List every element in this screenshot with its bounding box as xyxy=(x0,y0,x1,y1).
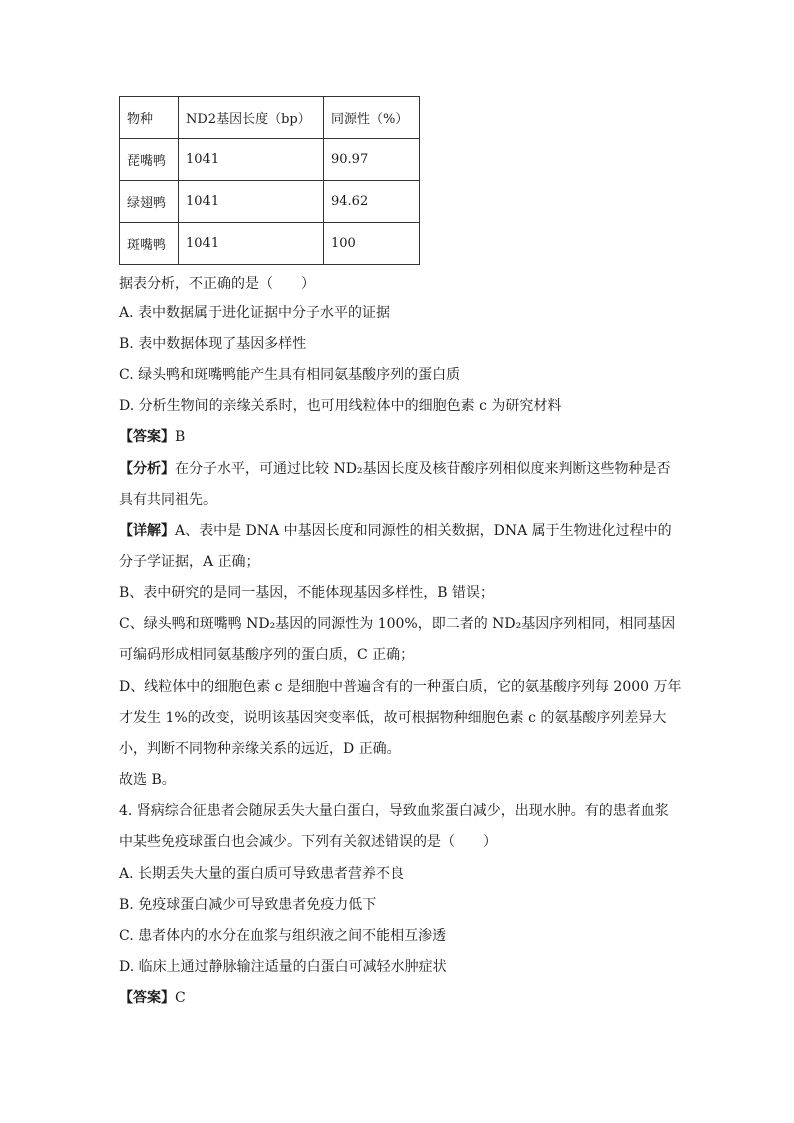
detail-text: A、表中是 DNA 中基因长度和同源性的相关数据，DNA 属于生物进化过程中的 xyxy=(175,523,672,539)
question-4-option-d: D. 临床上通过静脉输注适量的白蛋白可减轻水肿症状 xyxy=(119,959,447,975)
question-4-stem: 4. 肾病综合征患者会随尿丢失大量白蛋白，导致血浆蛋白减少，出现水肿。有的患者血浆 xyxy=(119,803,669,819)
analysis-text-line: 具有共同祖先。 xyxy=(119,492,217,508)
question-3-detail xyxy=(119,521,672,541)
question-3-option-c: C. 绿头鸭和斑嘴鸭能产生具有相同氨基酸序列的蛋白质 xyxy=(119,367,461,383)
detail-tag: 【详解】 xyxy=(119,523,175,539)
question-3-option-a: A. 表中数据属于进化证据中分子水平的证据 xyxy=(119,305,391,321)
question-3-option-b: B. 表中数据体现了基因多样性 xyxy=(119,336,307,352)
table-cell: 绿翅鸭 xyxy=(120,181,179,223)
detail-text-line: 可编码形成相同氨基酸序列的蛋白质，C 正确； xyxy=(119,647,415,663)
table-cell: 1041 xyxy=(179,139,324,181)
detail-text-line: C、绿头鸭和斑嘴鸭 ND₂基因的同源性为 100%，即二者的 ND₂基因序列相同，相同基因 xyxy=(119,616,676,632)
question-3-option-d: D. 分析生物间的亲缘关系时，也可用线粒体中的细胞色素 c 为研究材料 xyxy=(119,398,562,414)
table-row xyxy=(120,139,420,181)
question-4-option-b: B. 免疫球蛋白减少可导致患者免疫力低下 xyxy=(119,897,377,913)
answer-value: C xyxy=(175,990,186,1006)
table-cell: 斑嘴鸭 xyxy=(120,223,179,265)
detail-text-line: 分子学证据，A 正确； xyxy=(119,554,260,570)
question-4-stem-line: 中某些免疫球蛋白也会减少。下列有关叙述错误的是（ ） xyxy=(119,834,497,850)
answer-tag: 【答案】 xyxy=(119,990,175,1006)
question-4-option-a: A. 长期丢失大量的蛋白质可导致患者营养不良 xyxy=(119,866,405,882)
table-header-cell: 物种 xyxy=(120,97,179,139)
table-row xyxy=(120,181,420,223)
table-header-cell: ND2基因长度（bp） xyxy=(179,97,324,139)
table-row xyxy=(120,223,420,265)
detail-text-line: B、表中研究的是同一基因，不能体现基因多样性，B 错误； xyxy=(119,585,495,601)
analysis-text: 在分子水平，可通过比较 ND₂基因长度及核苷酸序列相似度来判断这些物种是否 xyxy=(175,461,671,477)
question-3-stem: 据表分析，不正确的是（ ） xyxy=(119,276,315,292)
answer-value: B xyxy=(175,429,186,445)
answer-tag: 【答案】 xyxy=(119,429,175,445)
table-cell: 90.97 xyxy=(324,139,420,181)
question-3-answer xyxy=(119,427,185,447)
table-cell: 1041 xyxy=(179,223,324,265)
detail-text-line: 小，判断不同物种亲缘关系的远近，D 正确。 xyxy=(119,741,401,757)
table-cell: 1041 xyxy=(179,181,324,223)
table-header-cell: 同源性（%） xyxy=(324,97,420,139)
question-3-analysis xyxy=(119,459,671,479)
detail-text-line: D、线粒体中的细胞色素 c 是细胞中普遍含有的一种蛋白质，它的氨基酸序列每 2000 万年 xyxy=(119,679,682,695)
table-cell: 琵嘴鸭 xyxy=(120,139,179,181)
table-cell: 94.62 xyxy=(324,181,420,223)
conclusion-line: 故选 B。 xyxy=(119,772,176,788)
detail-text-line: 才发生 1%的改变，说明该基因突变率低，故可根据物种细胞色素 c 的氨基酸序列差异大 xyxy=(119,710,667,726)
question-4-option-c: C. 患者体内的水分在血浆与组织液之间不能相互渗透 xyxy=(119,928,447,944)
table-cell: 100 xyxy=(324,223,420,265)
species-table xyxy=(119,96,420,265)
analysis-tag: 【分析】 xyxy=(119,461,175,477)
table-header-row xyxy=(120,97,420,139)
question-4-answer xyxy=(119,988,186,1008)
